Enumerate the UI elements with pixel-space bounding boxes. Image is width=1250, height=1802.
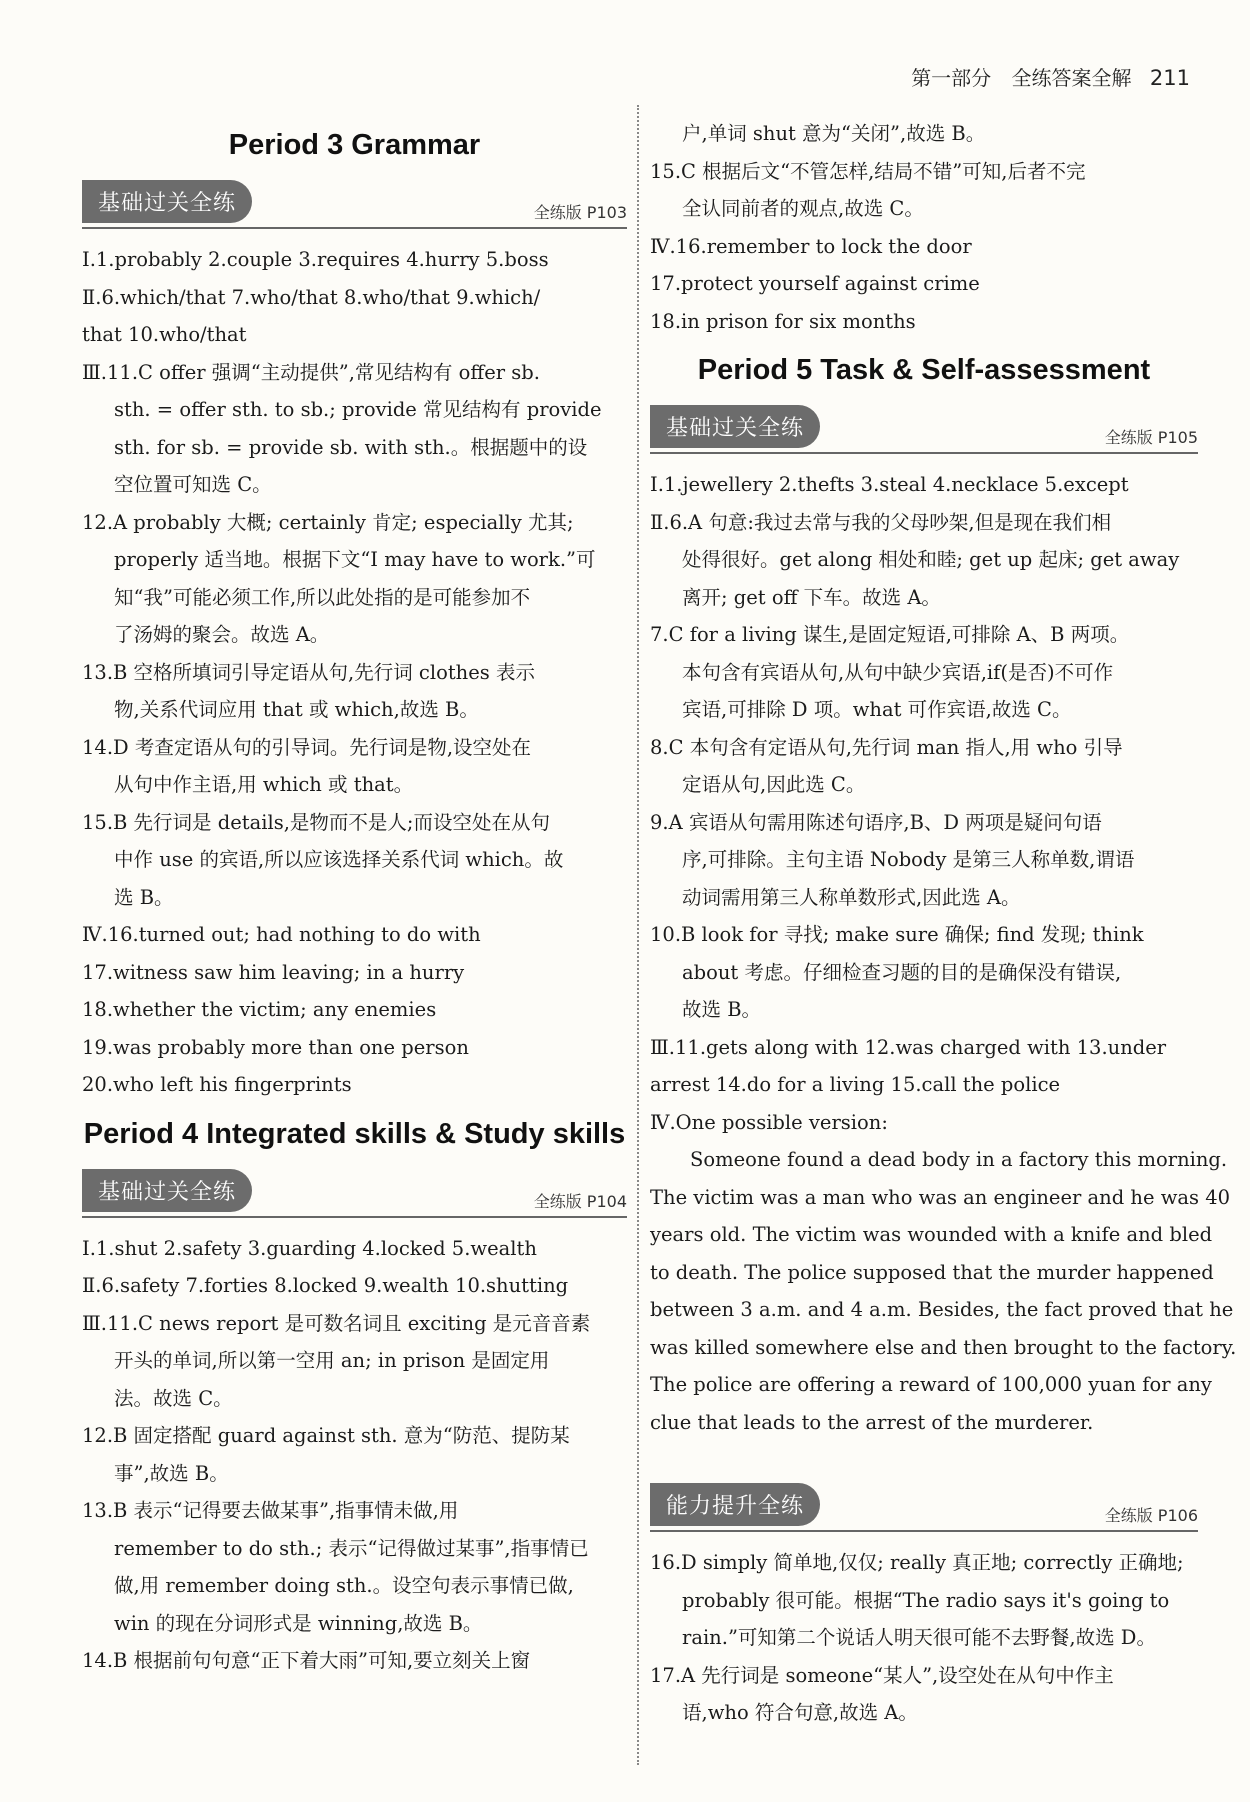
answer-line: about 考虑。仔细检查习题的目的是确保没有错误,: [682, 960, 1122, 984]
answer-line: sth. = offer sth. to sb.; provide 常见结构有 provide: [114, 398, 602, 421]
period-heading: Period 4 Integrated skills & Study skills: [83, 1117, 626, 1150]
page-reference: 全练版 P104: [533, 1191, 627, 1211]
answer-line: 17.witness saw him leaving; in a hurry: [82, 960, 465, 984]
page-number: 211: [1149, 66, 1190, 90]
answer-line: 了汤姆的聚会。故选 A。: [114, 623, 330, 646]
answer-line: 15.B 先行词是 details,是物而不是人;而设空处在从句: [82, 810, 550, 834]
answer-line: 从句中作主语,用 which 或 that。: [114, 773, 414, 796]
answer-line: 18.whether the victim; any enemies: [82, 998, 437, 1021]
answer-line: Ⅳ.16.turned out; had nothing to do with: [82, 923, 481, 946]
spacer: [650, 1441, 1198, 1475]
answer-line: Ⅲ.11.C news report 是可数名词且 exciting 是元音音素: [82, 1311, 591, 1335]
essay-paragraph-start: Someone found a dead body in a factory this morning.: [690, 1148, 1228, 1171]
answer-line: 开头的单词,所以第一空用 an; in prison 是固定用: [114, 1349, 550, 1372]
answer-line: 12.A probably 大概; certainly 肯定; especially 尤其;: [82, 510, 574, 534]
answer-line: 12.B 固定搭配 guard against sth. 意为“防范、提防某: [82, 1424, 570, 1447]
header-section: 第一部分: [911, 66, 992, 90]
answer-line: rain.”可知第二个说话人明天很可能不去野餐,故选 D。: [682, 1626, 1156, 1649]
answer-line: 16.D simply 简单地,仅仅; really 真正地; correctly 正确地;: [650, 1551, 1184, 1574]
section-bar: [650, 1483, 1198, 1532]
answer-line: between 3 a.m. and 4 a.m. Besides, the fact proved that he: [650, 1298, 1234, 1321]
section-bar: [82, 180, 627, 229]
left-column: [82, 115, 627, 1680]
period-heading: Period 5 Task & Self-assessment: [697, 354, 1151, 386]
answer-line: 14.B 根据前句句意“正下着大雨”可知,要立刻关上窗: [82, 1649, 531, 1672]
answer-line: 18.in prison for six months: [650, 309, 916, 333]
answer-line: 户,单词 shut 意为“关闭”,故选 B。: [682, 122, 986, 145]
answer-line: to death. The police supposed that the murder happened: [650, 1260, 1214, 1284]
answer-line: probably 很可能。根据“The radio says it's going to: [682, 1588, 1170, 1612]
section-bar: [82, 1169, 627, 1218]
answer-line: properly 适当地。根据下文“I may have to work.”可: [114, 548, 596, 571]
section-badge: 基础过关全练: [82, 180, 252, 223]
answer-line: The police are offering a reward of 100,000 yuan for any: [650, 1373, 1212, 1396]
answer-line: Ⅱ.6.A 句意:我过去常与我的父母吵架,但是现在我们相: [650, 510, 1112, 534]
answer-line: Ⅱ.6.safety 7.forties 8.locked 9.wealth 10.shutting: [82, 1274, 569, 1297]
column-divider: [637, 105, 639, 1765]
answer-line: win 的现在分词形式是 winning,故选 B。: [114, 1611, 483, 1635]
answer-line: 做,用 remember doing sth.。设空句表示事情已做,: [114, 1574, 574, 1597]
answer-line: 14.D 考查定语从句的引导词。先行词是物,设空处在: [82, 735, 532, 759]
answer-line: 物,关系代词应用 that 或 which,故选 B。: [114, 698, 479, 721]
period-heading: Period 3 Grammar: [228, 129, 481, 161]
answer-line: 8.C 本句含有定语从句,先行词 man 指人,用 who 引导: [650, 735, 1123, 759]
answer-line: 10.B look for 寻找; make sure 确保; find 发现; think: [650, 923, 1144, 946]
answer-line: 处得很好。get along 相处和睦; get up 起床; get away: [682, 548, 1180, 571]
answer-line: 13.B 空格所填词引导定语从句,先行词 clothes 表示: [82, 660, 535, 684]
answer-line: Ⅲ.11.gets along with 12.was charged with 13.under: [650, 1035, 1167, 1059]
answer-line: 语,who 符合句意,故选 A。: [682, 1701, 918, 1724]
answer-line: Ⅰ.1.jewellery 2.thefts 3.steal 4.necklace 5.except: [650, 473, 1129, 496]
answer-line: Ⅰ.1.shut 2.safety 3.guarding 4.locked 5.wealth: [82, 1236, 537, 1260]
answer-line: remember to do sth.; 表示“记得做过某事”,指事情已: [114, 1536, 589, 1560]
answer-line: 法。故选 C。: [114, 1386, 233, 1410]
answer-line: years old. The victim was wounded with a knife and bled: [650, 1223, 1213, 1246]
section-badge: 能力提升全练: [650, 1483, 820, 1526]
page-header: [911, 62, 1190, 91]
section-badge: 基础过关全练: [650, 405, 820, 448]
answer-line: that 10.who/that: [82, 323, 247, 346]
answer-line: 本句含有宾语从句,从句中缺少宾语,if(是否)不可作: [682, 660, 1114, 684]
answer-line: Ⅲ.11.C offer 强调“主动提供”,常见结构有 offer sb.: [82, 360, 540, 384]
answer-line: 13.B 表示“记得要去做某事”,指事情未做,用: [82, 1499, 459, 1522]
page-reference: 全练版 P103: [533, 203, 627, 222]
right-column: [650, 115, 1237, 1732]
answer-line: 17.A 先行词是 someone“某人”,设空处在从句中作主: [650, 1663, 1114, 1687]
header-title: 全练答案全解: [1011, 66, 1132, 90]
answer-line: 空位置可知选 C。: [114, 473, 272, 496]
answer-line: 故选 B。: [682, 998, 762, 1021]
answer-line: Ⅰ.1.probably 2.couple 3.requires 4.hurry 5.boss: [82, 248, 549, 271]
answer-line: 9.A 宾语从句需用陈述句语序,B、D 两项是疑问句语: [650, 810, 1102, 834]
page-reference: 全练版 P106: [1104, 1506, 1198, 1525]
answer-line: 定语从句,因此选 C。: [682, 773, 866, 796]
answer-line: Ⅳ.16.remember to lock the door: [650, 234, 972, 258]
answer-line: 15.C 根据后文“不管怎样,结局不错”可知,后者不完: [650, 159, 1086, 183]
answer-line: 宾语,可排除 D 项。what 可作宾语,故选 C。: [682, 698, 1072, 721]
section-badge: 基础过关全练: [82, 1169, 252, 1212]
answer-line: arrest 14.do for a living 15.call the police: [650, 1073, 1061, 1096]
answer-line: 选 B。: [114, 885, 174, 909]
answer-line: 知“我”可能必须工作,所以此处指的是可能参加不: [114, 585, 531, 609]
answer-line: 19.was probably more than one person: [82, 1035, 469, 1059]
answer-line: sth. for sb. = provide sb. with sth.。根据题中的设: [114, 435, 588, 459]
answer-line: 全认同前者的观点,故选 C。: [682, 197, 924, 220]
answer-line: Ⅳ.One possible version:: [650, 1110, 888, 1134]
answer-line: 17.protect yourself against crime: [650, 272, 980, 295]
answer-line: 中作 use 的宾语,所以应该选择关系代词 which。故: [114, 848, 564, 871]
answer-line: 动词需用第三人称单数形式,因此选 A。: [682, 885, 1021, 909]
answer-line: The victim was a man who was an engineer and he was 40: [650, 1185, 1231, 1209]
answer-line: 7.C for a living 谋生,是固定短语,可排除 A、B 两项。: [650, 623, 1130, 646]
page-reference: 全练版 P105: [1104, 428, 1198, 447]
answer-line: 序,可排除。主句主语 Nobody 是第三人称单数,谓语: [682, 848, 1135, 871]
answer-line: was killed somewhere else and then brought to the factory.: [650, 1335, 1237, 1359]
section-bar: [650, 405, 1198, 454]
answer-line: Ⅱ.6.which/that 7.who/that 8.who/that 9.which/: [82, 285, 541, 309]
answer-line: 离开; get off 下车。故选 A。: [682, 585, 941, 609]
answer-line: 事”,故选 B。: [114, 1461, 229, 1485]
answer-line: clue that leads to the arrest of the murderer.: [650, 1410, 1094, 1434]
answer-line: 20.who left his fingerprints: [82, 1073, 352, 1096]
